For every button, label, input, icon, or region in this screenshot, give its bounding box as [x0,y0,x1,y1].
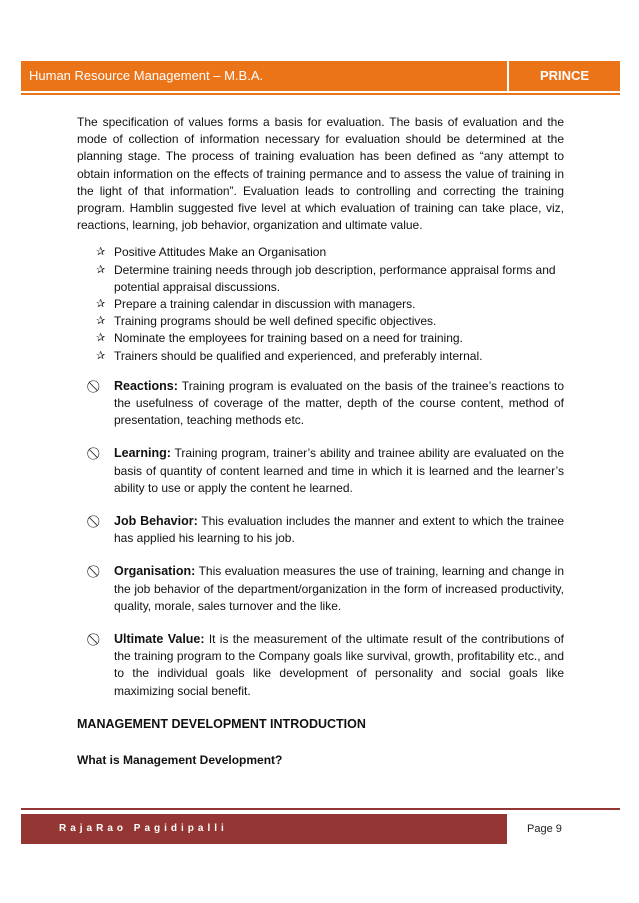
star-bullet-list [77,244,564,364]
level-item-organisation [96,563,564,615]
page-number: Page 9 [509,814,620,844]
list-item: ✰ Training programs should be well defined specific objectives. [96,313,564,330]
level-term: Learning: [114,446,171,461]
footer-rule [21,808,620,810]
list-item: ✰ Determine training needs through job description, performance appraisal forms and potential appraisal discussions. [96,262,556,294]
page-header [21,61,620,91]
level-term: Ultimate Value: [114,632,205,647]
section-subheading: What is Management Development? [77,753,283,768]
header-brand: PRINCE [509,61,620,91]
intro-paragraph: The specification of values forms a basis for evaluation. The basis of evaluation and the mode of collection of information necessary for evaluation should be determined at the planning stage. The process of training evaluation has been defined as “any attempt to obtain information on the effects of training permance and to assess the value of training in the light of that information”. Evaluation leads to controlling and correcting the training program. Hamblin suggested five level at which evaluation of training can take place, viz, reactions, learning, job behavior, organization and ultimate value. [77,115,564,233]
list-item: ✰ Trainers should be qualified and experienced, and preferably internal. [96,348,564,365]
level-description: It is the measurement of the ultimate result of the contributions of the training program to the Company goals like survival, growth, profitability etc., and to the individual goals like development of personality and social goals like maximizing social benefit. [114,632,564,698]
level-description: Training program is evaluated on the basis of the trainee’s reactions to the usefulness of coverage of the matter, depth of the course content, method of presentation, teaching methods etc. [114,378,564,428]
level-description: This evaluation measures the use of training, learning and change in the job behavior of the department/organization in the form of increased productivity, quality, morale, sales turnover and the like. [114,564,564,613]
page-footer [21,814,620,844]
page-body [77,114,564,769]
level-item-reactions [96,378,564,430]
footer-author: RajaRao Pagidipalli [21,814,507,844]
star-outline-icon: ✰ [96,332,106,345]
star-outline-icon: ✰ [96,349,106,362]
evaluation-levels-list [77,378,564,700]
list-item: ✰ Positive Attitudes Make an Organisation [96,244,564,261]
level-term: Job Behavior: [114,514,198,529]
level-term: Reactions: [114,378,178,393]
star-outline-icon: ✰ [96,263,106,276]
level-term: Organisation: [114,564,196,579]
star-outline-icon: ✰ [96,298,106,311]
star-outline-icon: ✰ [96,315,106,328]
level-item-job-behavior [96,513,564,547]
header-rule [21,93,620,95]
level-item-learning [96,445,564,497]
star-outline-icon: ✰ [96,246,106,259]
level-item-ultimate-value [96,631,564,700]
header-course-title: Human Resource Management – M.B.A. [21,61,507,91]
section-heading: MANAGEMENT DEVELOPMENT INTRODUCTION [77,716,366,731]
list-item: ✰ Prepare a training calendar in discussion with managers. [96,296,564,313]
level-description: This evaluation includes the manner and extent to which the trainee has applied his learning to his job. [114,514,564,546]
level-description: Training program, trainer’s ability and trainee ability are evaluated on the basis of quantity of content learned and time in which it is learned and the learner’s ability to use or apply the content he learned. [114,446,564,495]
list-item: ✰ Nominate the employees for training based on a need for training. [96,330,564,347]
